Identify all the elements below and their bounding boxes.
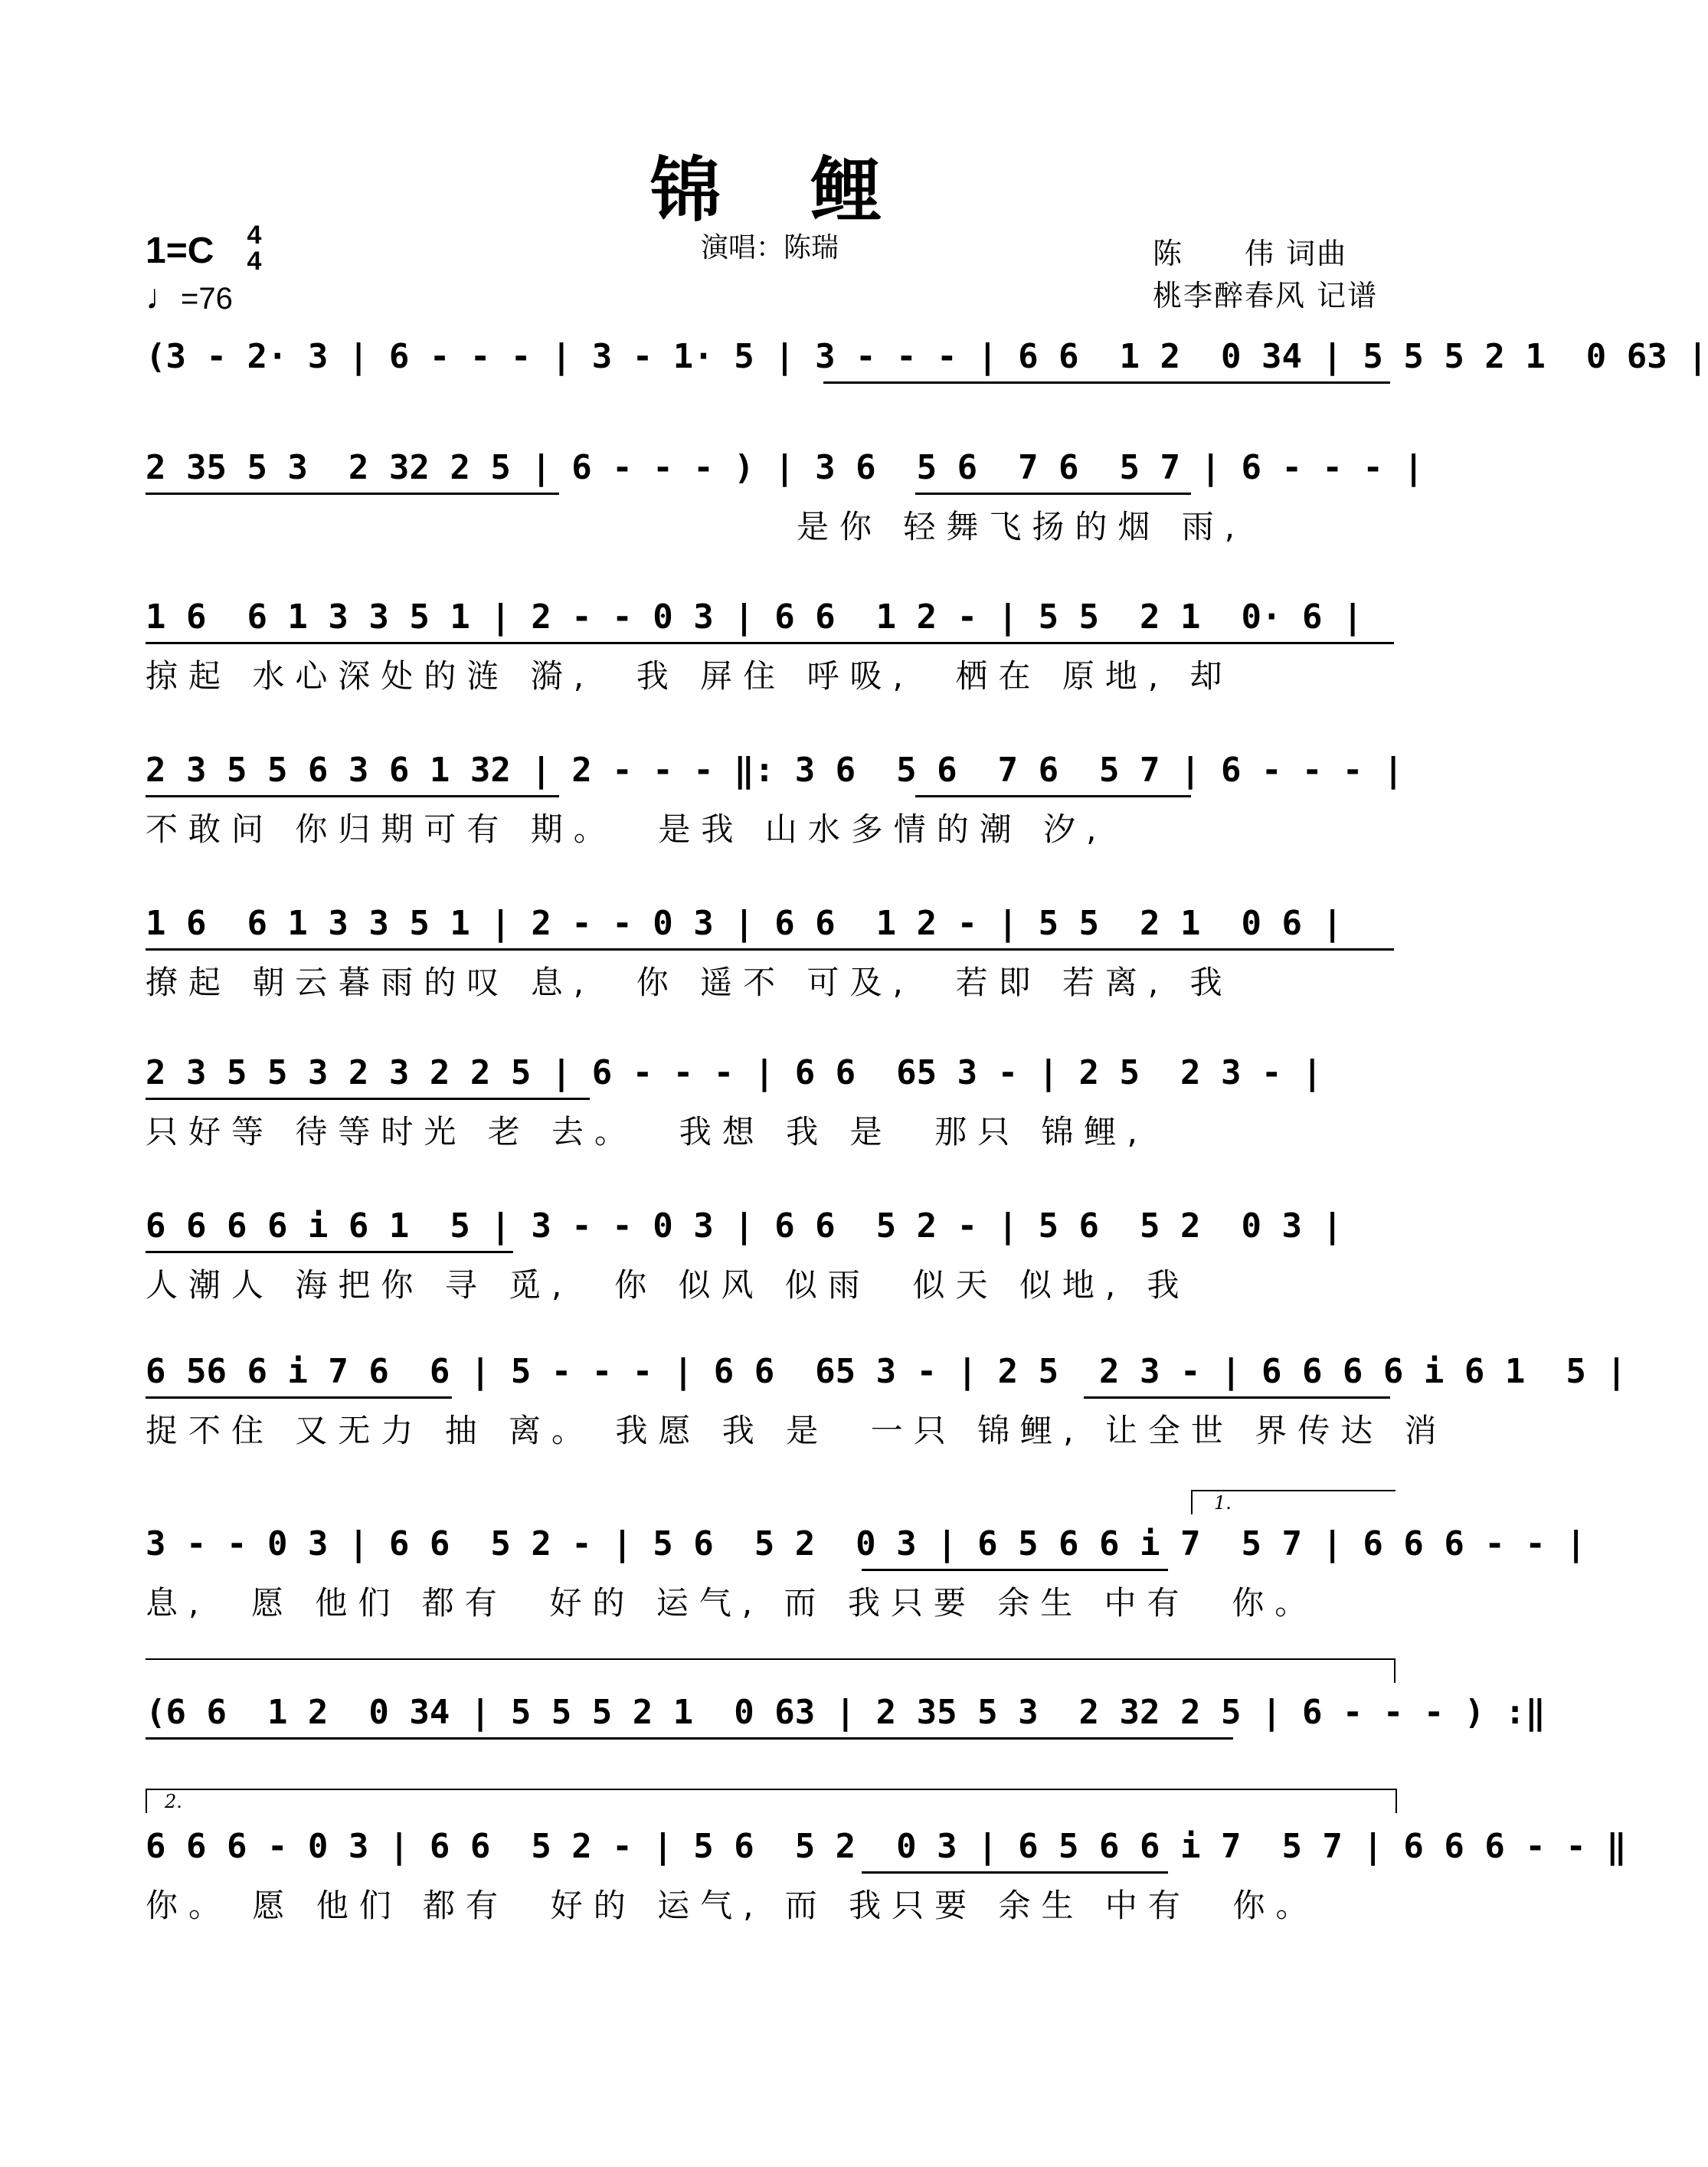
tempo-marking	[146, 276, 233, 317]
meter-bottom: 4	[247, 247, 262, 276]
lyric-row-8: 捉不住 又无力 抽 离。 我愿 我 是 一只 锦鲤, 让全世 界传达 消	[146, 1412, 1448, 1449]
quarter-note-icon: ♩	[146, 277, 181, 316]
meter-top: 4	[247, 221, 262, 250]
beam-line	[862, 1569, 1168, 1571]
notation-row-1: (3 - 2· 3 | 6 - - - | 3 - 1· 5 | 3 - - - | 6 6 1 2 0 34 | 5 5 5 2 1 0 63 |	[146, 337, 1708, 376]
lyric-row-9: 息, 愿 他们 都有 好的 运气, 而 我只要 余生 中有 你。	[146, 1584, 1318, 1622]
notation-row-10: (6 6 1 2 0 34 | 5 5 5 2 1 0 63 | 2 35 5 3 2 32 2 5 | 6 - - - ) :‖	[146, 1693, 1546, 1732]
lyric-row-7: 人潮人 海把你 寻 觅, 你 似风 似雨 似天 似地, 我	[146, 1266, 1190, 1304]
beam-line	[146, 1098, 590, 1100]
first-ending-continuation	[146, 1658, 1396, 1683]
notation-row-11: 6 6 6 - 0 3 | 6 6 5 2 - | 5 6 5 2 0 3 | 6 5 6 6 i 7 5 7 | 6 6 6 - - ‖	[146, 1827, 1627, 1866]
lyric-row-2: 是你 轻舞飞扬的烟 雨,	[797, 508, 1246, 545]
notation-row-7: 6 6 6 6 i 6 1 5 | 3 - - 0 3 | 6 6 5 2 - | 5 6 5 2 0 3 |	[146, 1206, 1343, 1246]
beam-line	[146, 1737, 1233, 1740]
lyric-row-4: 不敢问 你归期可有 期。 是我 山水多情的潮 汐,	[146, 810, 1108, 848]
lyric-row-5: 撩起 朝云暮雨的叹 息, 你 遥不 可及, 若即 若离, 我	[146, 964, 1233, 1001]
lyricist-composer-credit: 陈 伟 词曲	[1153, 237, 1348, 270]
singer-credit: 演唱：陈瑞	[701, 232, 839, 264]
beam-line	[862, 1871, 1168, 1874]
notation-row-4: 2 3 5 5 6 3 6 1 32 | 2 - - - ‖: 3 6 5 6 7 6 5 7 | 6 - - - |	[146, 751, 1404, 790]
beam-line	[1084, 1396, 1390, 1399]
tempo-value: =76	[181, 282, 233, 316]
second-ending-label: 2.	[165, 1791, 182, 1812]
first-ending-label: 1.	[1214, 1492, 1232, 1514]
beam-line	[146, 795, 559, 797]
song-title: 锦鲤	[649, 149, 972, 231]
lyric-row-6: 只好等 待等时光 老 去。 我想 我 是 那只 锦鲤,	[146, 1113, 1148, 1151]
second-ending-bracket	[146, 1789, 1397, 1813]
notation-row-6: 2 3 5 5 3 2 3 2 2 5 | 6 - - - | 6 6 65 3 - | 2 5 2 3 - |	[146, 1053, 1323, 1092]
beam-line	[823, 381, 1390, 384]
lyric-row-11: 你。 愿 他们 都有 好的 运气, 而 我只要 余生 中有 你。	[146, 1887, 1319, 1924]
notation-row-5: 1 6 6 1 3 3 5 1 | 2 - - 0 3 | 6 6 1 2 - | 5 5 2 1 0 6 |	[146, 904, 1343, 943]
beam-line	[146, 1396, 452, 1399]
lyric-row-3: 掠起 水心深处的涟 漪, 我 屏住 呼吸, 栖在 原地, 却	[146, 657, 1233, 695]
beam-line	[146, 1251, 513, 1253]
transcriber-credit: 桃李醉春风 记谱	[1153, 279, 1379, 313]
notation-row-8: 6 56 6 i 7 6 6 | 5 - - - | 6 6 65 3 - | 2 5 2 3 - | 6 6 6 6 i 6 1 5 |	[146, 1352, 1627, 1391]
beam-line	[915, 493, 1191, 495]
beam-line	[146, 948, 1394, 951]
beam-line	[146, 642, 1394, 644]
notation-row-3: 1 6 6 1 3 3 5 1 | 2 - - 0 3 | 6 6 1 2 - | 5 5 2 1 0· 6 |	[146, 597, 1363, 637]
key-signature: 1=C	[146, 231, 214, 271]
notation-row-2: 2 35 5 3 2 32 2 5 | 6 - - - ) | 3 6 5 6 7 6 5 7 | 6 - - - |	[146, 448, 1424, 487]
notation-row-9: 3 - - 0 3 | 6 6 5 2 - | 5 6 5 2 0 3 | 6 5 6 6 i 7 5 7 | 6 6 6 - - |	[146, 1524, 1586, 1563]
beam-line	[146, 493, 559, 495]
time-signature	[239, 222, 270, 274]
beam-line	[915, 795, 1191, 797]
